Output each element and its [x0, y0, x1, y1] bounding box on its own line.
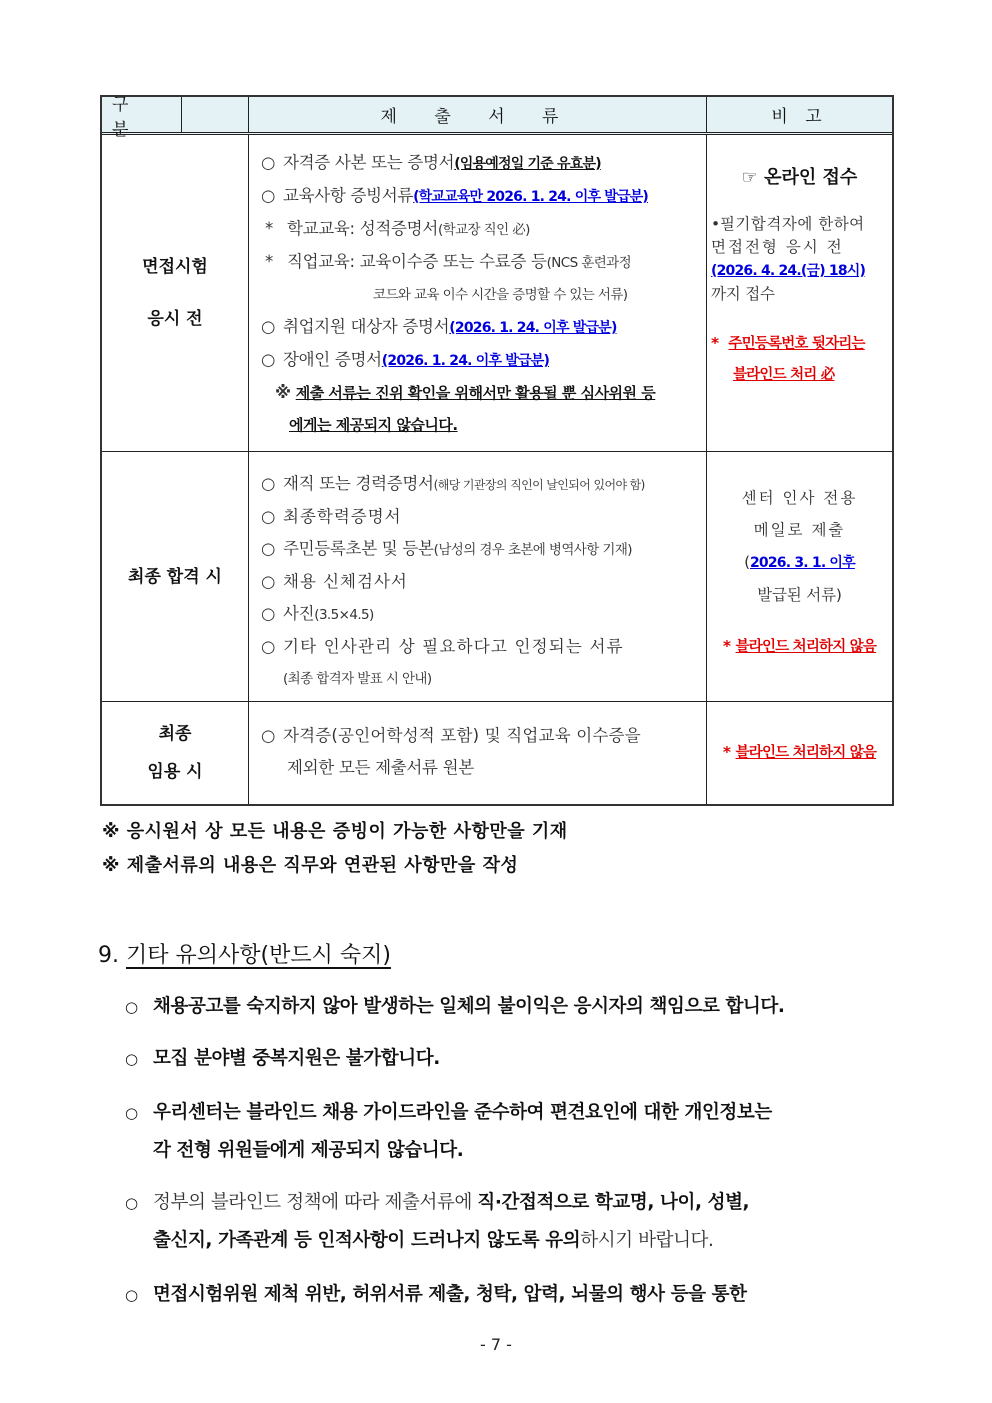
guideline-item: ○ 모집 분야별 중복지원은 불가합니다. [125, 1048, 440, 1069]
documents-cell [249, 135, 707, 451]
guideline-item: ○ 정부의 블라인드 정책에 따라 제출서류에 직·간접적으로 학교명, 나이, 성별, 출신지, 가족관계 등 인적사항이 드러나지 않도록 유의하시기 바랍니다. [125, 1192, 750, 1251]
list-item: ○ 자격증 사본 또는 증명서(임용예정일 기준 유효분) [261, 153, 601, 172]
list-item: * 학교교육: 성적증명서(학교장 직인 必) [265, 219, 530, 238]
online-application-label: ☞ 온라인 접수 [741, 167, 858, 188]
list-item: ○ 주민등록초본 및 등본(남성의 경우 초본에 병역사항 기재) [261, 539, 632, 558]
table-footnotes [102, 815, 568, 883]
section-heading: 9. 기타 유의사항(반드시 숙지) [98, 943, 391, 968]
header-documents: 제 출 서 류 [249, 97, 707, 132]
table-row-before-interview [102, 135, 892, 452]
documents-cell [249, 452, 707, 701]
remarks-cell: * 블라인드 처리하지 않음 [722, 743, 877, 761]
list-item: * 직업교육: 교육이수증 또는 수료증 등(NCS 훈련과정 [265, 252, 632, 271]
list-item: ○ 취업지원 대상자 증명서(2026. 1. 24. 이후 발급분) [261, 317, 617, 336]
list-item: ○ 자격증(공인어학성적 포함) 및 직업교육 이수증을 [261, 726, 641, 745]
page-number: - 7 - [480, 1335, 512, 1354]
issue-date: 2026. 3. 1. 이후 [749, 555, 855, 571]
list-item: ○ 기타 인사관리 상 필요하다고 인정되는 서류 [261, 637, 624, 656]
guideline-item: ○ 면접시험위원 제척 위반, 허위서류 제출, 청탁, 압력, 뇌물의 행사 등을 통한 [125, 1284, 747, 1305]
list-item: ○ 최종학력증명서 [261, 507, 402, 526]
header-remarks: 비 고 [771, 107, 828, 127]
footnote: ※ 제출서류의 내용은 직무와 연관된 사항만을 작성 [102, 855, 519, 876]
bullet-dot-icon: • [711, 215, 720, 233]
list-item: ○ 채용 신체검사서 [261, 572, 408, 591]
list-item: ○ 장애인 증명서(2026. 1. 24. 이후 발급분) [261, 350, 550, 369]
list-item: ○ 교육사항 증빙서류(학교교육만 2026. 1. 24. 이후 발급분) [261, 186, 649, 205]
table-row-final-pass [102, 452, 892, 702]
category-cell: 최종 임용 시 [102, 702, 249, 804]
guideline-item: ○ 우리센터는 블라인드 채용 가이드라인을 준수하여 편견요인에 대한 개인정보는 각 전형 위원들에게 제공되지 않습니다. [125, 1102, 772, 1161]
submission-documents-table [100, 95, 894, 806]
remarks-cell: 센터 인사 전용 메일로 제출 (2026. 3. 1. 이후 발급된 서류) * 블라인드 처리하지 않음 [722, 489, 877, 655]
footnote: ※ 응시원서 상 모든 내용은 증빙이 가능한 사항만을 기재 [102, 821, 568, 842]
warning-note: ※ 제출 서류는 진위 확인을 위해서만 활용될 뿐 심사위원 등 [275, 383, 656, 402]
list-item: (최종 합격자 발표 시 안내) [283, 671, 432, 687]
list-item: 제외한 모든 제출서류 원본 [287, 758, 474, 777]
table-row-final-appointment [102, 702, 892, 804]
category-cell: 면접시험 응시 전 [102, 135, 249, 451]
list-item: ○ 재직 또는 경력증명서(해당 기관장의 직인이 날인되어 있어야 함) [261, 474, 645, 493]
list-item: ○ 사진(3.5×4.5) [261, 604, 374, 623]
warning-note-continued: 에게는 제공되지 않습니다. [289, 416, 458, 434]
guideline-item: ○ 채용공고를 숙지하지 않아 발생하는 일체의 불이익은 응시자의 책임으로 합니다. [125, 996, 785, 1017]
deadline-date: (2026. 4. 24.(금) 18시) [711, 263, 866, 279]
table-header-row [102, 94, 892, 140]
category-cell: 최종 합격 시 [102, 452, 249, 701]
header-category-cell [102, 94, 249, 140]
documents-cell [249, 702, 707, 804]
remarks-cell: ☞ 온라인 접수 •필기합격자에 한하여 면접전형 응시 전 (2026. 4. 24.(금) 18시) 까지 접수 * 주민등록번호 뒷자리는 블라인드 처리 必 [707, 135, 892, 451]
header-category: 구 분 [102, 97, 182, 132]
pointing-hand-icon: ☞ [741, 167, 758, 188]
list-item: 코드와 교육 이수 시간을 증명할 수 있는 서류) [373, 287, 628, 303]
